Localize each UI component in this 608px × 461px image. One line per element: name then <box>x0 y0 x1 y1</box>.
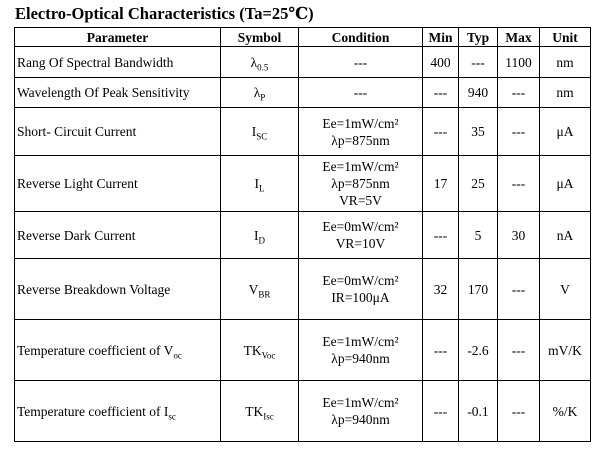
symbol-main: λ <box>253 85 261 100</box>
parameter-main: Temperature coefficient of I <box>17 403 169 419</box>
condition-cell <box>299 47 423 78</box>
symbol-main: I <box>254 176 259 191</box>
max-cell: --- <box>498 259 540 320</box>
condition-line: Ee=0mW/cm² <box>322 219 399 234</box>
parameter-cell: Reverse Dark Current <box>15 212 221 259</box>
parameter-main: Temperature coefficient of V <box>17 342 174 358</box>
symbol-sub: Isc <box>263 411 274 422</box>
unit-cell: mV/K <box>540 320 591 381</box>
table-header-row <box>15 28 591 47</box>
symbol-main: TK <box>243 342 262 358</box>
condition-line: VR=10V <box>335 236 386 251</box>
min-cell: --- <box>423 212 459 259</box>
max-cell: 30 <box>498 212 540 259</box>
header-condition: Condition <box>299 28 423 47</box>
table-row <box>15 78 591 108</box>
symbol-cell <box>221 381 299 442</box>
parameter-cell: Reverse Breakdown Voltage <box>15 259 221 320</box>
min-cell: --- <box>423 108 459 156</box>
table-title: Electro-Optical Characteristics (Ta=25℃) <box>15 4 314 23</box>
max-cell: 1100 <box>498 47 540 78</box>
min-cell: --- <box>423 78 459 108</box>
condition-line: Ee=1mW/cm² <box>322 115 399 131</box>
electro-optical-table <box>14 27 591 442</box>
condition-line: --- <box>353 54 368 70</box>
parameter-cell <box>15 381 221 442</box>
header-symbol: Symbol <box>221 28 299 47</box>
condition-line: Ee=0mW/cm² <box>322 273 399 288</box>
parameter-cell: Short- Circuit Current <box>15 108 221 156</box>
table-row <box>15 108 591 156</box>
min-cell: 400 <box>423 47 459 78</box>
typ-cell: -2.6 <box>459 320 498 381</box>
symbol-main: V <box>248 281 259 297</box>
header-parameter: Parameter <box>15 28 221 47</box>
typ-cell: 35 <box>459 108 498 156</box>
condition-line: λp=940nm <box>331 412 390 427</box>
min-cell: --- <box>423 381 459 442</box>
unit-cell: nm <box>540 47 591 78</box>
typ-cell: 5 <box>459 212 498 259</box>
unit-cell: %/K <box>540 381 591 442</box>
condition-line: λp=875nm <box>331 176 390 191</box>
condition-cell <box>299 108 423 156</box>
symbol-sub: L <box>259 183 265 194</box>
symbol-sub: 0.5 <box>257 62 269 73</box>
max-cell: --- <box>498 381 540 442</box>
symbol-cell <box>221 108 299 156</box>
condition-line: λp=875nm <box>331 132 390 148</box>
symbol-cell <box>221 259 299 320</box>
header-unit: Unit <box>540 28 591 47</box>
header-min: Min <box>423 28 459 47</box>
symbol-sub: BR <box>258 289 271 300</box>
table-row <box>15 320 591 381</box>
condition-line: Ee=1mW/cm² <box>322 334 399 349</box>
min-cell: 17 <box>423 156 459 212</box>
unit-cell: nA <box>540 212 591 259</box>
header-max: Max <box>498 28 540 47</box>
unit-cell: V <box>540 259 591 320</box>
parameter-cell: Reverse Light Current <box>15 156 221 212</box>
typ-cell: 25 <box>459 156 498 212</box>
unit-cell: μA <box>540 156 591 212</box>
condition-cell <box>299 78 423 108</box>
symbol-cell <box>221 320 299 381</box>
typ-cell: -0.1 <box>459 381 498 442</box>
symbol-main: I <box>251 124 257 139</box>
header-typ: Typ <box>459 28 498 47</box>
condition-cell <box>299 212 423 259</box>
parameter-sub: sc <box>168 411 176 422</box>
min-cell: 32 <box>423 259 459 320</box>
typ-cell: 170 <box>459 259 498 320</box>
symbol-main: TK <box>245 403 264 419</box>
condition-cell <box>299 156 423 212</box>
parameter-cell: Wavelength Of Peak Sensitivity <box>15 78 221 108</box>
table-row <box>15 156 591 212</box>
condition-line: Ee=1mW/cm² <box>322 159 399 174</box>
symbol-sub: SC <box>256 131 268 142</box>
symbol-sub: Voc <box>261 350 276 361</box>
condition-cell <box>299 320 423 381</box>
symbol-main: I <box>254 227 259 243</box>
table-row <box>15 212 591 259</box>
parameter-sub: oc <box>173 350 182 361</box>
symbol-sub: D <box>258 235 265 246</box>
condition-line: Ee=1mW/cm² <box>322 395 399 410</box>
condition-cell <box>299 259 423 320</box>
symbol-main: λ <box>250 54 258 70</box>
parameter-cell <box>15 320 221 381</box>
condition-line: IR=100μA <box>331 290 390 305</box>
symbol-cell <box>221 156 299 212</box>
condition-line: λp=940nm <box>331 351 390 366</box>
symbol-cell <box>221 78 299 108</box>
symbol-sub: P <box>260 92 266 103</box>
table-row <box>15 47 591 78</box>
condition-line: VR=5V <box>339 193 382 208</box>
table-row <box>15 259 591 320</box>
max-cell: --- <box>498 108 540 156</box>
max-cell: --- <box>498 78 540 108</box>
table-row <box>15 381 591 442</box>
max-cell: --- <box>498 320 540 381</box>
condition-line: --- <box>353 85 368 100</box>
parameter-cell: Rang Of Spectral Bandwidth <box>15 47 221 78</box>
condition-cell <box>299 381 423 442</box>
typ-cell: --- <box>459 47 498 78</box>
min-cell: --- <box>423 320 459 381</box>
typ-cell: 940 <box>459 78 498 108</box>
symbol-cell <box>221 212 299 259</box>
unit-cell: nm <box>540 78 591 108</box>
max-cell: --- <box>498 156 540 212</box>
unit-cell: μA <box>540 108 591 156</box>
symbol-cell <box>221 47 299 78</box>
